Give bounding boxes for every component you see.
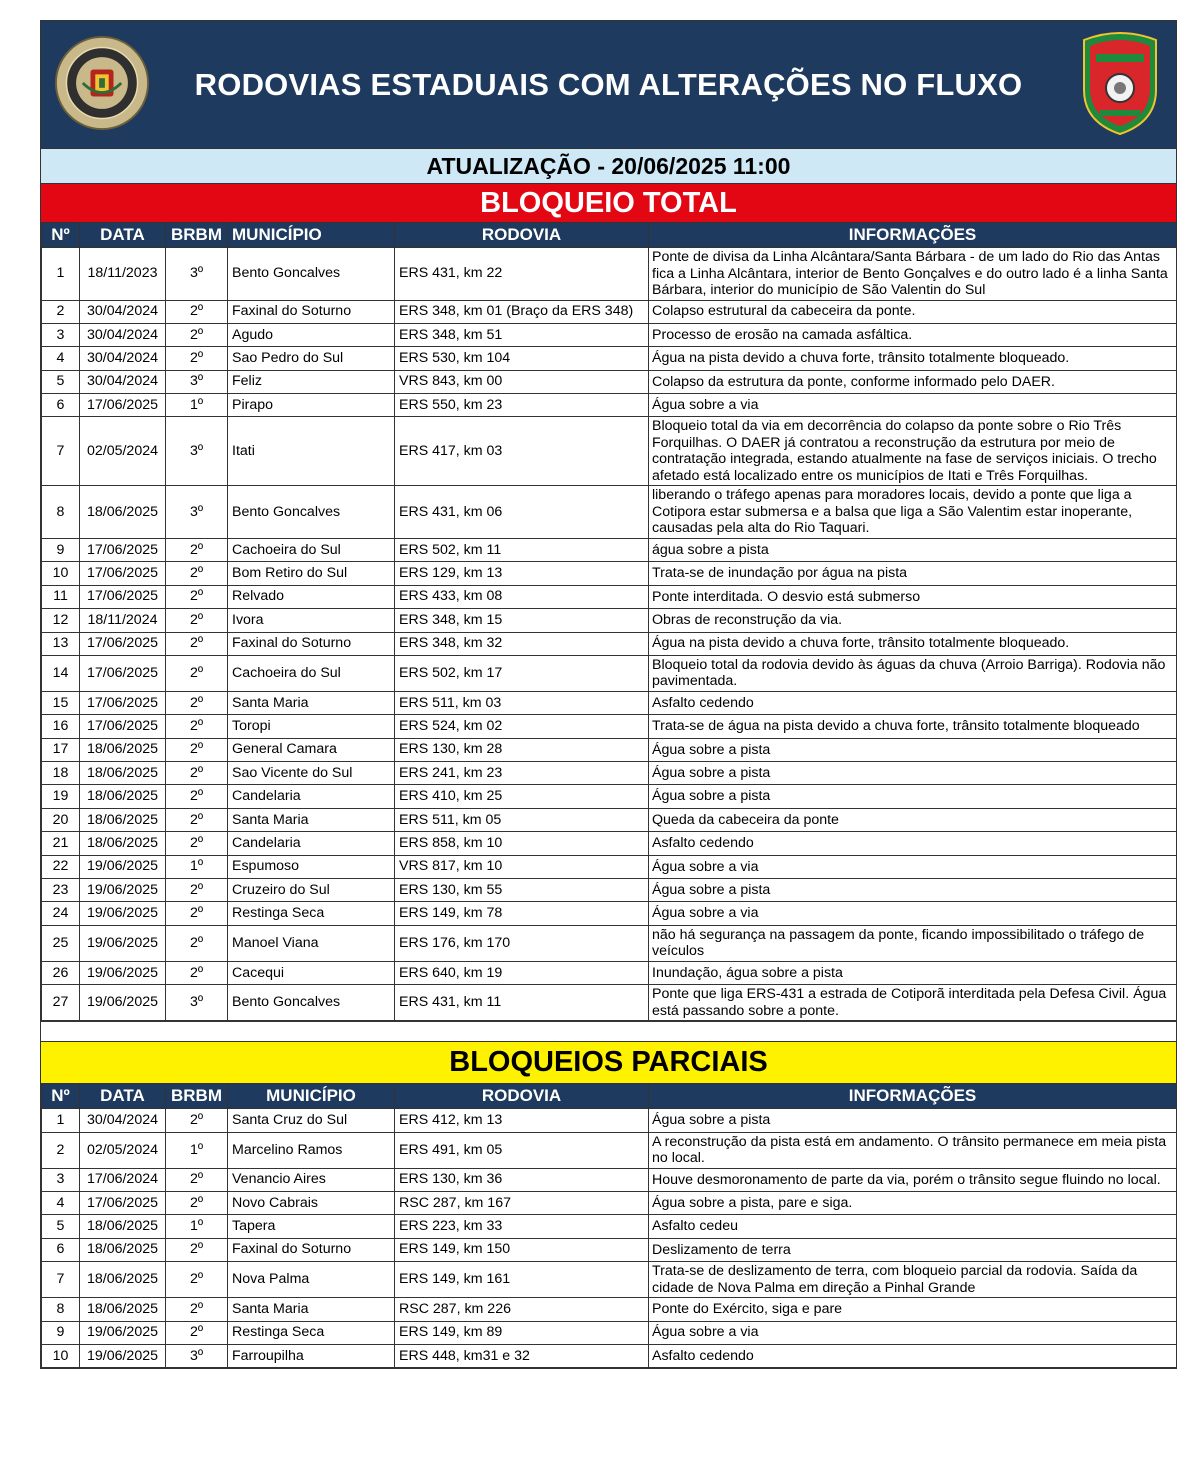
row-brbm: 3º [166,985,228,1021]
row-brbm: 2º [166,585,228,608]
row-rodovia: ERS 431, km 06 [395,486,649,539]
table-row [42,738,1177,761]
row-municipio: Venancio Aires [228,1168,395,1191]
row-info: Água sobre a via [649,1321,1177,1344]
row-date: 18/11/2024 [80,609,166,632]
row-rodovia: VRS 817, km 10 [395,855,649,878]
row-brbm: 2º [166,1298,228,1321]
row-number: 9 [42,538,80,561]
total-block-rows [42,248,1177,1021]
row-date: 19/06/2025 [80,985,166,1021]
row-municipio: Novo Cabrais [228,1191,395,1214]
row-municipio: Sao Vicente do Sul [228,762,395,785]
row-municipio: Itati [228,417,395,486]
row-info: Processo de erosão na camada asfáltica. [649,323,1177,346]
row-info: Obras de reconstrução da via. [649,609,1177,632]
row-number: 10 [42,562,80,585]
row-rodovia: ERS 502, km 11 [395,538,649,561]
row-brbm: 2º [166,785,228,808]
row-date: 17/06/2025 [80,691,166,714]
row-rodovia: ERS 348, km 32 [395,632,649,655]
comando-rodoviario-shield-logo [1080,30,1160,136]
row-info: Queda da cabeceira da ponte [649,808,1177,831]
row-date: 30/04/2024 [80,1109,166,1132]
table-row [42,1109,1177,1132]
row-brbm: 2º [166,808,228,831]
partial-block-rows [42,1109,1177,1368]
row-date: 02/05/2024 [80,417,166,486]
row-rodovia: ERS 431, km 22 [395,248,649,301]
row-brbm: 2º [166,715,228,738]
table-row [42,370,1177,393]
row-date: 18/06/2025 [80,762,166,785]
row-rodovia: ERS 417, km 03 [395,417,649,486]
row-info: não há segurança na passagem da ponte, ficando impossibilitado o tráfego de veículos [649,925,1177,961]
row-rodovia: ERS 348, km 15 [395,609,649,632]
row-number: 3 [42,323,80,346]
row-number: 10 [42,1344,80,1367]
row-info: Água sobre a pista [649,879,1177,902]
row-number: 4 [42,1191,80,1214]
row-date: 17/06/2024 [80,1168,166,1191]
row-date: 17/06/2025 [80,585,166,608]
row-brbm: 2º [166,347,228,370]
table-row [42,585,1177,608]
col-header-municipio: MUNICÍPIO [228,1084,395,1109]
row-rodovia: ERS 502, km 17 [395,655,649,691]
row-rodovia: ERS 412, km 13 [395,1109,649,1132]
table-row [42,1321,1177,1344]
row-brbm: 3º [166,417,228,486]
row-brbm: 3º [166,248,228,301]
row-number: 11 [42,585,80,608]
row-brbm: 2º [166,609,228,632]
row-rodovia: ERS 149, km 78 [395,902,649,925]
row-rodovia: ERS 129, km 13 [395,562,649,585]
row-number: 23 [42,879,80,902]
row-municipio: General Camara [228,738,395,761]
row-info: Asfalto cedeu [649,1215,1177,1238]
row-date: 19/06/2025 [80,1344,166,1367]
row-rodovia: ERS 448, km31 e 32 [395,1344,649,1367]
row-date: 18/11/2023 [80,248,166,301]
table-row [42,486,1177,539]
row-number: 9 [42,1321,80,1344]
table-row [42,562,1177,585]
table-row [42,855,1177,878]
row-brbm: 2º [166,562,228,585]
row-number: 2 [42,1132,80,1168]
row-number: 1 [42,248,80,301]
row-date: 18/06/2025 [80,1298,166,1321]
row-info: Trata-se de inundação por água na pista [649,562,1177,585]
row-municipio: Faxinal do Soturno [228,1238,395,1261]
row-date: 17/06/2025 [80,562,166,585]
row-municipio: Toropi [228,715,395,738]
row-municipio: Marcelino Ramos [228,1132,395,1168]
table-row [42,347,1177,370]
row-brbm: 2º [166,632,228,655]
row-rodovia: ERS 130, km 55 [395,879,649,902]
row-number: 22 [42,855,80,878]
row-rodovia: ERS 431, km 11 [395,985,649,1021]
row-info: A reconstrução da pista está em andamento. O trânsito permanece em meia pista no local. [649,1132,1177,1168]
row-info: Água na pista devido a chuva forte, trânsito totalmente bloqueado. [649,632,1177,655]
col-header-date: DATA [80,223,166,248]
row-date: 17/06/2025 [80,655,166,691]
table-row [42,300,1177,323]
row-info: Água na pista devido a chuva forte, trânsito totalmente bloqueado. [649,347,1177,370]
row-number: 17 [42,738,80,761]
table-row [42,1168,1177,1191]
table-row [42,832,1177,855]
row-info: água sobre a pista [649,538,1177,561]
row-rodovia: ERS 130, km 36 [395,1168,649,1191]
row-info: Ponte de divisa da Linha Alcântara/Santa Bárbara - de um lado do Rio das Antas fica a Linha Alcântara, interior de Bento Gonçalves e do outro lado é a linha Santa Bárbara, interior do município de São Valentin do Sul [649,248,1177,301]
row-brbm: 1º [166,1215,228,1238]
row-number: 25 [42,925,80,961]
row-date: 19/06/2025 [80,925,166,961]
col-header-rodovia: RODOVIA [395,223,649,248]
row-municipio: Restinga Seca [228,1321,395,1344]
row-info: Bloqueio total da via em decorrência do colapso da ponte sobre o Rio Três Forquilhas. O DAER já contratou a reconstrução da estrutura por meio de contratação integrada, estando atualmente na fase de serviços iniciais. O trecho afetado está localizado entre os municípios de Itati e Três Forquilhas. [649,417,1177,486]
row-info: Trata-se de água na pista devido a chuva forte, trânsito totalmente bloqueado [649,715,1177,738]
table-row [42,1262,1177,1298]
col-header-brbm: BRBM [166,223,228,248]
row-brbm: 2º [166,762,228,785]
row-number: 24 [42,902,80,925]
row-brbm: 3º [166,486,228,539]
row-date: 19/06/2025 [80,1321,166,1344]
row-municipio: Candelaria [228,832,395,855]
row-date: 19/06/2025 [80,902,166,925]
row-number: 3 [42,1168,80,1191]
table-row [42,1132,1177,1168]
row-brbm: 3º [166,370,228,393]
row-rodovia: ERS 550, km 23 [395,394,649,417]
total-block-table [41,222,1177,1021]
table-row [42,632,1177,655]
row-brbm: 2º [166,1191,228,1214]
row-municipio: Bom Retiro do Sul [228,562,395,585]
row-date: 30/04/2024 [80,370,166,393]
total-block-title: BLOQUEIO TOTAL [41,183,1176,222]
row-number: 5 [42,370,80,393]
table-row [42,1298,1177,1321]
row-brbm: 2º [166,691,228,714]
row-brbm: 2º [166,1109,228,1132]
row-brbm: 2º [166,879,228,902]
row-date: 18/06/2025 [80,1215,166,1238]
row-municipio: Santa Maria [228,691,395,714]
table-row [42,1238,1177,1261]
row-date: 18/06/2025 [80,1262,166,1298]
row-number: 8 [42,1298,80,1321]
row-info: Água sobre a pista [649,1109,1177,1132]
col-header-date: DATA [80,1084,166,1109]
table-row [42,1215,1177,1238]
table-row [42,1191,1177,1214]
row-municipio: Bento Goncalves [228,985,395,1021]
row-municipio: Candelaria [228,785,395,808]
row-number: 6 [42,394,80,417]
row-number: 13 [42,632,80,655]
row-info: Água sobre a pista [649,762,1177,785]
col-header-brbm: BRBM [166,1084,228,1109]
row-rodovia: ERS 858, km 10 [395,832,649,855]
row-number: 8 [42,486,80,539]
col-header-number: Nº [42,223,80,248]
row-number: 20 [42,808,80,831]
row-municipio: Bento Goncalves [228,248,395,301]
row-info: Asfalto cedendo [649,832,1177,855]
row-municipio: Santa Cruz do Sul [228,1109,395,1132]
row-date: 02/05/2024 [80,1132,166,1168]
row-municipio: Nova Palma [228,1262,395,1298]
row-municipio: Cachoeira do Sul [228,655,395,691]
col-header-info: INFORMAÇÕES [649,223,1177,248]
row-brbm: 1º [166,855,228,878]
row-municipio: Pirapo [228,394,395,417]
row-info: Trata-se de deslizamento de terra, com bloqueio parcial da rodovia. Saída da cidade de Nova Palma em direção a Pinhal Grande [649,1262,1177,1298]
row-municipio: Sao Pedro do Sul [228,347,395,370]
report-header [41,21,1176,148]
table-row [42,248,1177,301]
row-number: 7 [42,1262,80,1298]
row-rodovia: ERS 491, km 05 [395,1132,649,1168]
row-number: 1 [42,1109,80,1132]
row-brbm: 1º [166,394,228,417]
row-date: 18/06/2025 [80,738,166,761]
table-row [42,985,1177,1021]
row-info: Água sobre a via [649,902,1177,925]
row-number: 12 [42,609,80,632]
row-info: Deslizamento de terra [649,1238,1177,1261]
row-rodovia: ERS 524, km 02 [395,715,649,738]
row-number: 27 [42,985,80,1021]
row-municipio: Faxinal do Soturno [228,300,395,323]
table-row [42,762,1177,785]
row-brbm: 2º [166,925,228,961]
row-rodovia: ERS 640, km 19 [395,961,649,984]
table-row [42,394,1177,417]
row-rodovia: ERS 410, km 25 [395,785,649,808]
row-number: 21 [42,832,80,855]
row-municipio: Restinga Seca [228,902,395,925]
row-municipio: Espumoso [228,855,395,878]
table-row [42,902,1177,925]
row-number: 18 [42,762,80,785]
row-date: 30/04/2024 [80,300,166,323]
row-info: Água sobre a pista, pare e siga. [649,1191,1177,1214]
row-municipio: Manoel Viana [228,925,395,961]
row-rodovia: ERS 511, km 05 [395,808,649,831]
row-brbm: 2º [166,832,228,855]
table-row [42,785,1177,808]
row-brbm: 2º [166,902,228,925]
row-info: Água sobre a via [649,394,1177,417]
table-row [42,1344,1177,1367]
row-rodovia: VRS 843, km 00 [395,370,649,393]
table-row [42,808,1177,831]
col-header-municipio: MUNICÍPIO [228,223,395,248]
row-date: 19/06/2025 [80,855,166,878]
report-title: RODOVIAS ESTADUAIS COM ALTERAÇÕES NO FLUXO [194,66,1023,102]
row-municipio: Farroupilha [228,1344,395,1367]
table-row [42,925,1177,961]
row-date: 18/06/2025 [80,832,166,855]
row-info: Água sobre a pista [649,785,1177,808]
row-rodovia: ERS 223, km 33 [395,1215,649,1238]
row-brbm: 2º [166,323,228,346]
row-info: Colapso estrutural da cabeceira da ponte. [649,300,1177,323]
row-info: Água sobre a via [649,855,1177,878]
row-brbm: 2º [166,738,228,761]
row-info: Inundação, água sobre a pista [649,961,1177,984]
row-number: 6 [42,1238,80,1261]
table-row [42,961,1177,984]
row-number: 14 [42,655,80,691]
row-date: 17/06/2025 [80,1191,166,1214]
row-date: 18/06/2025 [80,486,166,539]
row-rodovia: ERS 149, km 150 [395,1238,649,1261]
row-municipio: Feliz [228,370,395,393]
update-timestamp: ATUALIZAÇÃO - 20/06/2025 11:00 [41,148,1176,183]
row-municipio: Tapera [228,1215,395,1238]
row-info: Ponte interditada. O desvio está submerso [649,585,1177,608]
row-info: Asfalto cedendo [649,1344,1177,1367]
row-number: 4 [42,347,80,370]
row-date: 18/06/2025 [80,785,166,808]
table-row [42,879,1177,902]
row-brbm: 2º [166,1321,228,1344]
row-municipio: Relvado [228,585,395,608]
row-brbm: 3º [166,1344,228,1367]
row-info: Água sobre a pista [649,738,1177,761]
row-brbm: 2º [166,1262,228,1298]
table-row [42,417,1177,486]
row-date: 19/06/2025 [80,879,166,902]
row-rodovia: ERS 176, km 170 [395,925,649,961]
row-info: Ponte do Exército, siga e pare [649,1298,1177,1321]
section-spacer [41,1021,1176,1041]
row-date: 17/06/2025 [80,394,166,417]
row-municipio: Santa Maria [228,1298,395,1321]
col-header-info: INFORMAÇÕES [649,1084,1177,1109]
row-municipio: Cruzeiro do Sul [228,879,395,902]
table-row [42,655,1177,691]
row-rodovia: ERS 530, km 104 [395,347,649,370]
row-date: 17/06/2025 [80,538,166,561]
row-number: 19 [42,785,80,808]
row-brbm: 1º [166,1132,228,1168]
row-municipio: Ivora [228,609,395,632]
col-header-number: Nº [42,1084,80,1109]
brigada-militar-seal-logo [54,35,150,131]
row-municipio: Agudo [228,323,395,346]
row-municipio: Cacequi [228,961,395,984]
row-municipio: Faxinal do Soturno [228,632,395,655]
row-rodovia: RSC 287, km 167 [395,1191,649,1214]
table-row [42,609,1177,632]
table-row [42,691,1177,714]
row-date: 30/04/2024 [80,323,166,346]
partial-block-title: BLOQUEIOS PARCIAIS [41,1041,1176,1083]
row-brbm: 2º [166,538,228,561]
row-brbm: 2º [166,961,228,984]
row-number: 2 [42,300,80,323]
row-municipio: Bento Goncalves [228,486,395,539]
row-date: 30/04/2024 [80,347,166,370]
row-number: 5 [42,1215,80,1238]
row-rodovia: ERS 149, km 161 [395,1262,649,1298]
row-brbm: 2º [166,1238,228,1261]
row-rodovia: ERS 241, km 23 [395,762,649,785]
row-rodovia: ERS 511, km 03 [395,691,649,714]
row-brbm: 2º [166,1168,228,1191]
row-number: 15 [42,691,80,714]
row-municipio: Cachoeira do Sul [228,538,395,561]
row-info: Bloqueio total da rodovia devido às águas da chuva (Arroio Barriga). Rodovia não pavimentada. [649,655,1177,691]
row-rodovia: ERS 130, km 28 [395,738,649,761]
row-brbm: 2º [166,655,228,691]
row-brbm: 2º [166,300,228,323]
row-date: 18/06/2025 [80,808,166,831]
table-header-row [42,1084,1177,1109]
row-rodovia: ERS 348, km 51 [395,323,649,346]
table-header-row [42,223,1177,248]
row-rodovia: ERS 348, km 01 (Braço da ERS 348) [395,300,649,323]
row-date: 17/06/2025 [80,715,166,738]
row-number: 7 [42,417,80,486]
table-row [42,715,1177,738]
row-date: 19/06/2025 [80,961,166,984]
row-info: Asfalto cedendo [649,691,1177,714]
row-number: 16 [42,715,80,738]
report-sheet [40,20,1177,1369]
row-date: 17/06/2025 [80,632,166,655]
row-municipio: Santa Maria [228,808,395,831]
col-header-rodovia: RODOVIA [395,1084,649,1109]
row-rodovia: ERS 149, km 89 [395,1321,649,1344]
row-info: Colapso da estrutura da ponte, conforme informado pelo DAER. [649,370,1177,393]
partial-block-table [41,1083,1177,1368]
row-info: Ponte que liga ERS-431 a estrada de Cotiporã interditada pela Defesa Civil. Água está passando sobre a ponte. [649,985,1177,1021]
row-date: 18/06/2025 [80,1238,166,1261]
table-row [42,323,1177,346]
table-row [42,538,1177,561]
row-rodovia: ERS 433, km 08 [395,585,649,608]
row-info: Houve desmoronamento de parte da via, porém o trânsito segue fluindo no local. [649,1168,1177,1191]
row-info: liberando o tráfego apenas para moradores locais, devido a ponte que liga a Cotipora estar submersa e a balsa que liga a São Valentim estar inoperante, causadas pela alta do Rio Taquari. [649,486,1177,539]
row-rodovia: RSC 287, km 226 [395,1298,649,1321]
row-number: 26 [42,961,80,984]
